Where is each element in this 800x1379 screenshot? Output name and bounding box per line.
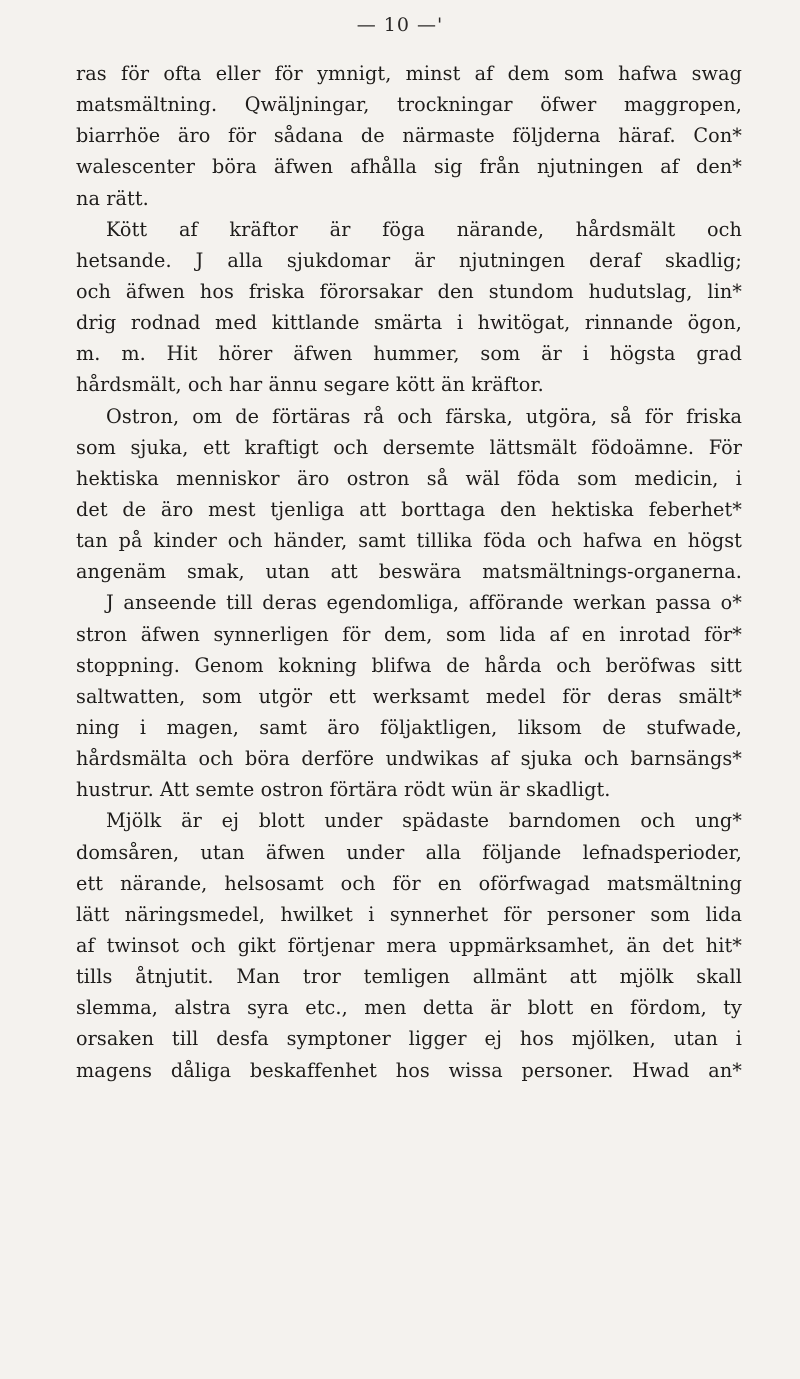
text-line: stoppning. Genom kokning blifwa de hårda och beröfwas sitt <box>76 653 742 677</box>
text-line: Kött af kräftor är föga närande, hårdsmält och <box>106 217 742 241</box>
text-line: orsaken till desfa symptoner ligger ej hos mjölken, utan i <box>76 1027 742 1051</box>
page-number-header: — 10 —' <box>356 14 444 36</box>
text-line: Mjölk är ej blott under spädaste barndomen och ung* <box>106 809 742 833</box>
text-line: det de äro mest tjenliga att borttaga den hektiska feberhet* <box>76 497 742 521</box>
text-line: domsåren, utan äfwen under alla följande lefnadsperioder, <box>76 840 742 864</box>
text-line: ning i magen, samt äro följaktligen, liksom de stufwade, <box>76 715 742 739</box>
text-line: lätt näringsmedel, hwilket i synnerhet för personer som lida <box>76 902 742 926</box>
text-line: hustrur. Att semte ostron förtära rödt wün är skadligt. <box>76 778 611 802</box>
text-line: m. m. Hit hörer äfwen hummer, som är i högsta grad <box>76 342 742 366</box>
text-line: drig rodnad med kittlande smärta i hwitögat, rinnande ögon, <box>76 311 742 335</box>
text-line: tills åtnjutit. Man tror temligen allmänt att mjölk skall <box>76 965 742 989</box>
body-text <box>76 58 742 1086</box>
text-line: hårdsmält, och har ännu segare kött än kräftor. <box>76 373 544 397</box>
text-line: Ostron, om de förtäras rå och färska, utgöra, så för friska <box>106 404 742 428</box>
text-line: hårdsmälta och böra derföre undwikas af sjuka och barnsängs* <box>76 747 742 771</box>
text-line: hetsande. J alla sjukdomar är njutningen deraf skadlig; <box>76 248 742 272</box>
text-line: som sjuka, ett kraftigt och dersemte lättsmält födoämne. För <box>76 435 742 459</box>
text-line: saltwatten, som utgör ett werksamt medel för deras smält* <box>76 684 742 708</box>
text-line: slemma, alstra syra etc., men detta är blott en fördom, ty <box>76 996 742 1020</box>
text-line: magens dåliga beskaffenhet hos wissa personer. Hwad an* <box>76 1058 742 1082</box>
text-line: matsmältning. Qwäljningar, trockningar öfwer maggropen, <box>76 93 742 117</box>
text-line: hektiska menniskor äro ostron så wäl föda som medicin, i <box>76 466 742 490</box>
text-line: na rätt. <box>76 186 149 210</box>
text-line: angenäm smak, utan att beswära matsmältnings-organerna. <box>76 560 742 584</box>
text-line: J anseende till deras egendomliga, afförande werkan passa o* <box>106 591 742 615</box>
text-line: ett närande, helsosamt och för en oförfwagad matsmältning <box>76 871 742 895</box>
text-line: tan på kinder och händer, samt tillika föda och hafwa en högst <box>76 529 742 553</box>
text-line: stron äfwen synnerligen för dem, som lida af en inrotad för* <box>76 622 742 646</box>
text-line: walescenter böra äfwen afhålla sig från njutningen af den* <box>76 155 742 179</box>
text-line: af twinsot och gikt förtjenar mera uppmärksamhet, än det hit* <box>76 933 742 957</box>
text-line: biarrhöe äro för sådana de närmaste följderna häraf. Con* <box>76 124 742 148</box>
text-line: ras för ofta eller för ymnigt, minst af dem som hafwa swag <box>76 62 742 85</box>
text-line: och äfwen hos friska förorsakar den stundom hudutslag, lin* <box>76 279 742 303</box>
